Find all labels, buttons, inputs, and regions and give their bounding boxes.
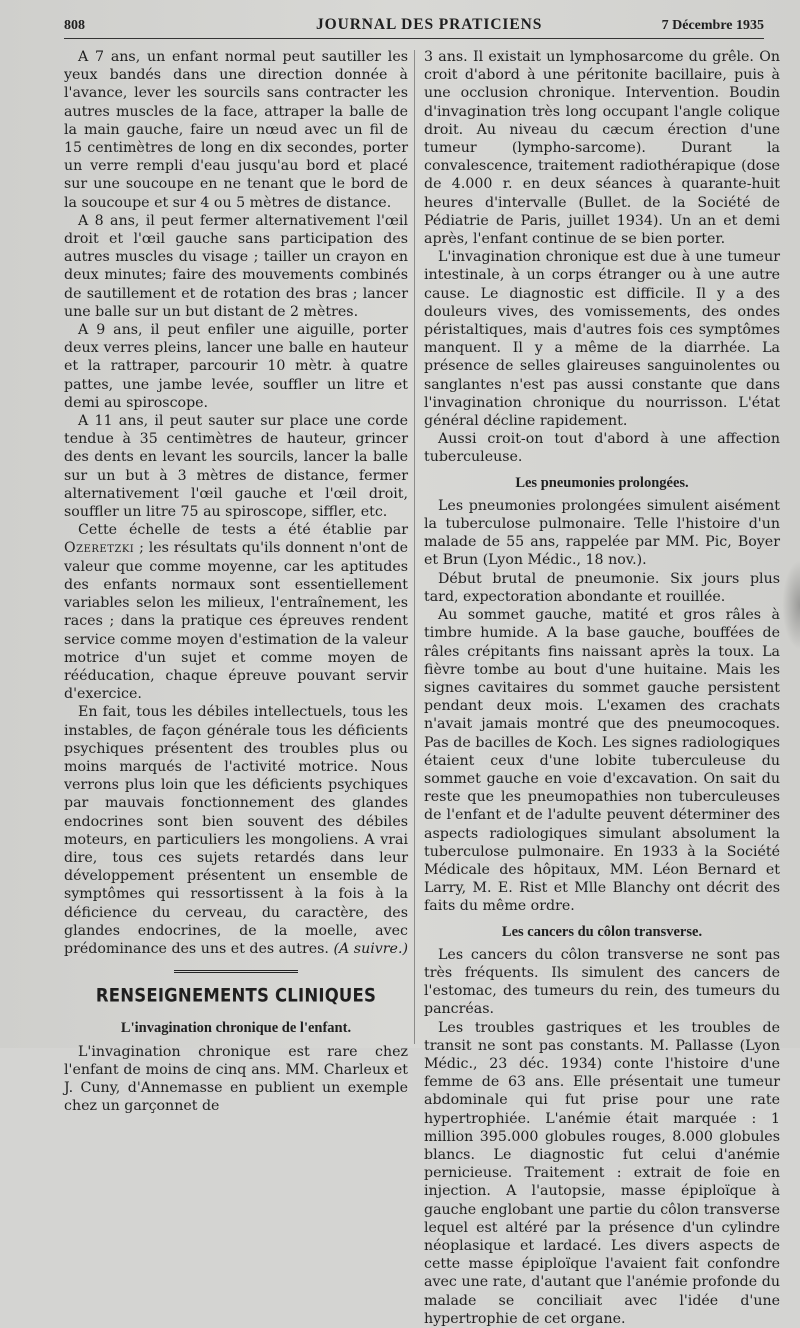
- text-run: ; les résultats qu'ils donnent n'ont de valeur que comme moyenne, car les aptitudes des enfants normaux sont essentiellement variables selon les milieux, l'entraînement, les races ; dans la pratique ces épreuves rendent service comme moyen d'estimation de la valeur motrice d'un sujet et comme moyen de rééducation, chaque épreuve pouvant servir d'exercice.: [64, 540, 408, 703]
- paragraph-pneumonies: Les pneumonies prolongées simulent aisément la tuberculose pulmonaire. Telle l'histoire d'un malade de 55 ans, rappelée par MM. Pic, Boyer et Brun (Lyon Médic., 18 nov.).: [424, 497, 780, 569]
- paragraph-age-9: A 9 ans, il peut enfiler une aiguille, porter deux verres pleins, lancer une balle en hauteur et la rattraper, parcourir 10 mètr. à quatre pattes, une jambe levée, souffler un litre et demi au spiroscope.: [64, 322, 408, 411]
- paragraph-age-7: A 7 ans, un enfant normal peut sautiller les yeux bandés dans une direction donnée à l'avance, lever les sourcils sans contracter les autres muscles de la face, attraper la balle de la main gauche, faire un nœud avec un fil de 15 centimètres de long en dix secondes, porter un verre rempli d'eau jusqu'au bord et placé sur une soucoupe en ne tenant que le bord de la soucoupe et sur 4 ou 5 mètres de distance.: [64, 49, 408, 211]
- journal-title: JOURNAL DES PRATICIENS: [316, 16, 543, 33]
- paragraph-affection: Aussi croit-on tout d'abord à une affection tuberculeuse.: [424, 431, 780, 466]
- author-name: Ozeretzki: [64, 540, 135, 557]
- paragraph-invagination-cause: L'invagination chronique est due à une tumeur intestinale, à un corps étranger ou à une autre cause. Le diagnostic est difficile. Il y a des douleurs vives, des vomissements, des ondes péristaltiques, mais d'autres fois ces symptômes manquent. Il y a même de la diarrhée. La présence de selles glaireuses sanguinolentes ou sanglantes n'est pas aussi constante que dans l'invagination chronique du nourrisson. L'état général décline rapidement.: [424, 249, 780, 430]
- subheading-invagination: L'invagination chronique de l'enfant.: [120, 1020, 352, 1037]
- section-title: RENSEIGNEMENTS CLINIQUES: [95, 984, 377, 1007]
- text-run: Cette échelle de tests a été établie par: [78, 522, 408, 539]
- paragraph-sommet: Au sommet gauche, matité et gros râles à timbre humide. A la base gauche, bouffées de râles crépitants fins naissant après la toux. La fièvre tombe au bout d'une huitaine. Mais les signes cavitaires du sommet gauche persistent pendant deux mois. L'examen des crachats n'avait jamais montré que des pneumocoques. Pas de bacilles de Koch. Les signes radiologiques étaient ceux d'une lobite tuberculeuse du sommet gauche en voie d'excavation. On sait du reste que les pneumopathies non tuberculeuses de l'enfant et de l'adulte peuvent déterminer des aspects radiologiques simulant absolument la tuberculose pulmonaire. En 1933 à la Société Médicale des hôpitaux, MM. Léon Bernard et Larry, M. E. Rist et Mlle Blanchy ont décrit des faits du même ordre.: [424, 607, 780, 915]
- paragraph-age-8: A 8 ans, il peut fermer alternativement l'œil droit et l'œil gauche sans participation des autres muscles du visage ; tailler un crayon en deux minutes; faire des mouvements combinés de sautillement et de rotation des bras ; lancer une balle sur un but distant de 2 mètres.: [64, 212, 408, 320]
- left-column: [64, 48, 408, 1115]
- section-separator: [174, 970, 298, 973]
- paragraph-troubles: Les troubles gastriques et les troubles de transit ne sont pas constants. M. Pallasse (Lyon Médic., 23 déc. 1934) conte l'histoire d'une femme de 63 ans. Elle présentait une tumeur abdominale qui fut prise pour une rate hypertrophiée. L'anémie était marquée : 1 million 395.000 globules rouges, 8.000 globules blancs. Le diagnostic fut celui d'anémie pernicieuse. Traitement : extrait de foie en injection. A l'autopsie, masse épiploïque à gauche englobant une partie du côlon transverse lequel est altéré par la présence d'un cylindre néoplasique et lardacé. Les divers aspects de cette masse épiploïque l'avaient fait confondre avec une rate, d'autant que l'anémie profonde du malade se conciliait avec l'idée d'une hypertrophie de cet organe.: [424, 1019, 780, 1327]
- page-header: [64, 14, 764, 39]
- paragraph-ozeretzki: [64, 521, 408, 703]
- column-divider: [414, 50, 415, 1044]
- text-run: En fait, tous les débiles intellectuels, tous les instables, de façon générale tous les déficients psychiques présentent des troubles plus ou moins marqués de l'activité motrice. Nous verrons plus loin que les déficients psychiques par mauvais fonctionnement des glandes endocrines sont bien souvent des débiles moteurs, en particuliers les mongoliens. A vrai dire, tous ces sujets retardés dans leur développement présentent un ensemble de symptômes qui ressortissent à la fois à la déficience du cerveau, du caractère, des glandes endocrines, de la moelle, avec prédominance des uns et des autres.: [64, 704, 408, 957]
- subheading-pneumonies: Les pneumonies prolongées.: [515, 474, 689, 491]
- page-number: 808: [64, 18, 85, 33]
- page-binding-shadow: [782, 560, 800, 650]
- paragraph-invagination: L'invagination chronique est rare chez l'enfant de moins de cinq ans. MM. Charleux et J. Cuny, d'Annemasse en publient un exemple chez un garçonnet de: [64, 1043, 408, 1115]
- paragraph-debiles: [64, 703, 408, 958]
- paragraph-cancers: Les cancers du côlon transverse ne sont pas très fréquents. Ils simulent des cancers de l'estomac, des tumeurs du rein, des tumeurs du pancréas.: [424, 946, 780, 1018]
- paragraph-debut: Début brutal de pneumonie. Six jours plus tard, expectoration abondante et rouillée.: [424, 570, 780, 605]
- paragraph-age-11: A 11 ans, il peut sauter sur place une corde tendue à 35 centimètres de hauteur, grincer des dents en levant les sourcils, lancer la balle sur un but à 3 mètres de distance, fermer alternativement l'œil gauche et l'œil droit, souffler un litre 75 au spiroscope, siffler, etc.: [64, 413, 408, 521]
- to-follow-note: (A suivre.): [333, 940, 408, 957]
- right-column: [424, 48, 780, 1327]
- subheading-cancers: Les cancers du côlon transverse.: [501, 923, 703, 940]
- paragraph-lymphosarcome: 3 ans. Il existait un lymphosarcome du grêle. On croit d'abord à une péritonite bacillaire, puis à une occlusion chronique. Intervention. Boudin d'invagination très long occupant l'angle colique droit. Au niveau du cæcum érection d'une tumeur (lympho-sarcome). Durant la convalescence, traitement radiothérapique (dose de 4.000 r. en deux séances à quarante-huit heures d'intervalle (Bullet. de la Société de Pédiatrie de Paris, juillet 1934). Un an et demi après, l'enfant continue de se bien porter.: [424, 49, 780, 248]
- issue-date: 7 Décembre 1935: [661, 18, 764, 33]
